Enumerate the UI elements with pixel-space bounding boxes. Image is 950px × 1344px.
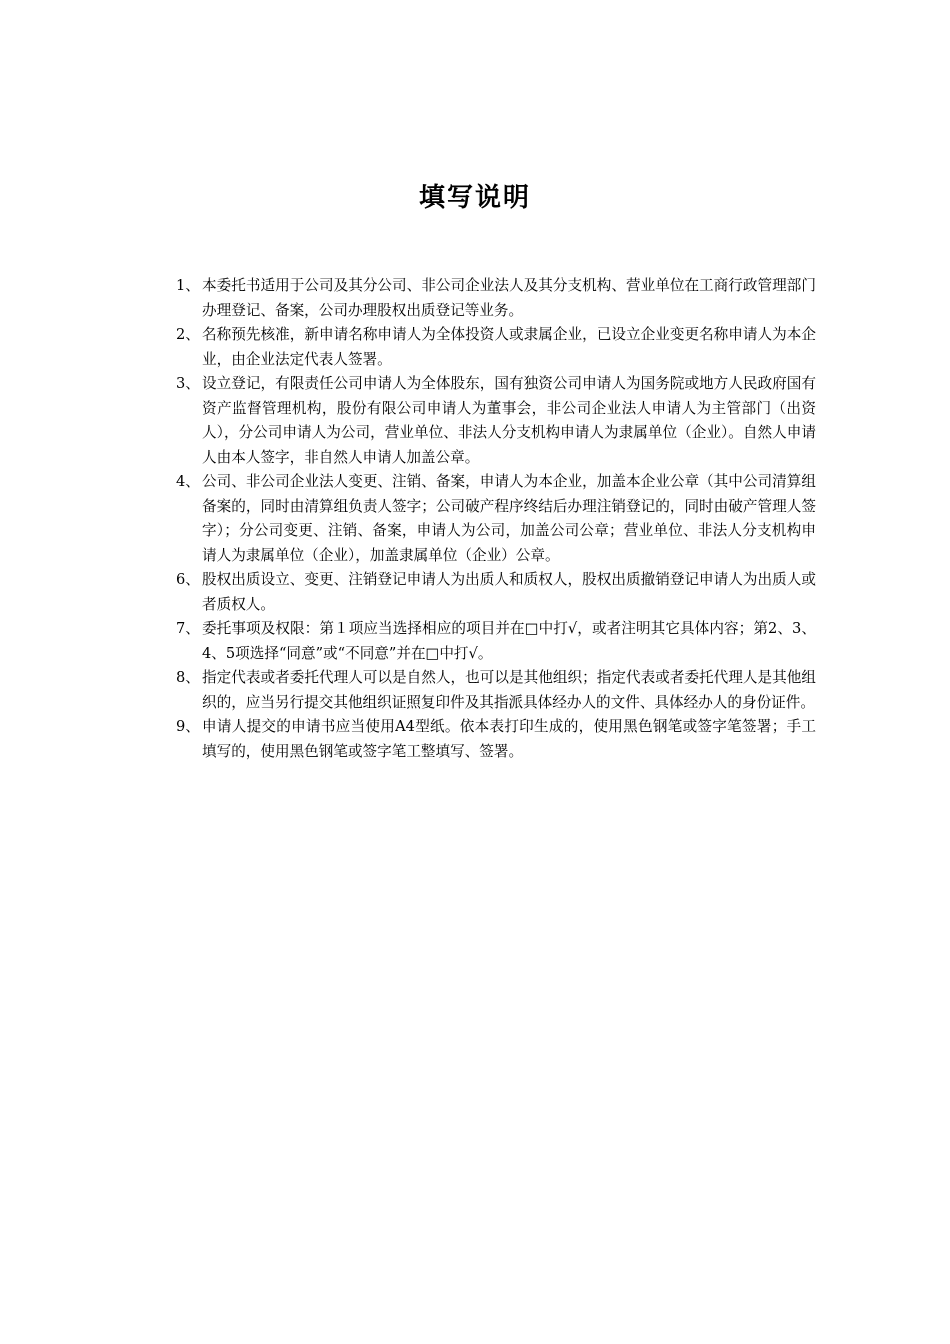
- instruction-text: 名称预先核准，新申请名称申请人为全体投资人或隶属企业，已设立企业变更名称申请人为本企业，由企业法定代表人签署。: [202, 326, 816, 368]
- instruction-text: 本委托书适用于公司及其分公司、非公司企业法人及其分支机构、营业单位在工商行政管理部门办理登记、备案，公司办理股权出质登记等业务。: [202, 277, 816, 319]
- instruction-number: 9、: [176, 718, 200, 735]
- instruction-item-2: [176, 323, 816, 372]
- instruction-item-1: [176, 274, 816, 323]
- instruction-item-4: [176, 470, 816, 568]
- instruction-number: 7、: [176, 620, 200, 637]
- instruction-text: 指定代表或者委托代理人可以是自然人，也可以是其他组织；指定代表或者委托代理人是其他组织的，应当另行提交其他组织证照复印件及其指派具体经办人的文件、具体经办人的身份证件。: [202, 669, 816, 711]
- instruction-number: 4、: [176, 473, 200, 490]
- instruction-item-8: [176, 666, 816, 715]
- instruction-text: 申请人提交的申请书应当使用A4型纸。依本表打印生成的，使用黑色钢笔或签字笔签署；手工填写的，使用黑色钢笔或签字笔工整填写、签署。: [202, 718, 816, 760]
- instruction-number: 3、: [176, 375, 200, 392]
- instruction-item-3: [176, 372, 816, 470]
- instruction-number: 2、: [176, 326, 200, 343]
- instruction-text: 公司、非公司企业法人变更、注销、备案，申请人为本企业，加盖本企业公章（其中公司清算组备案的，同时由清算组负责人签字；公司破产程序终结后办理注销登记的，同时由破产管理人签字）；分公司变更、注销、备案，申请人为公司，加盖公司公章；营业单位、非法人分支机构申请人为隶属单位（企业），加盖隶属单位（企业）公章。: [202, 473, 816, 564]
- instructions-list: [176, 274, 816, 764]
- instruction-item-6: [176, 568, 816, 617]
- instruction-text: 股权出质设立、变更、注销登记申请人为出质人和质权人，股权出质撤销登记申请人为出质人或者质权人。: [202, 571, 816, 613]
- instruction-number: 8、: [176, 669, 200, 686]
- instruction-text: 设立登记，有限责任公司申请人为全体股东，国有独资公司申请人为国务院或地方人民政府国有资产监督管理机构，股份有限公司申请人为董事会，非公司企业法人申请人为主管部门（出资人），分公司申请人为公司，营业单位、非法人分支机构申请人为隶属单位（企业）。自然人申请人由本人签字，非自然人申请人加盖公章。: [202, 375, 816, 466]
- instruction-item-7: [176, 617, 816, 666]
- instruction-number: 6、: [176, 571, 200, 588]
- page-title: 填写说明: [418, 183, 531, 213]
- instruction-text: 委托事项及权限：第１项应当选择相应的项目并在□中打√，或者注明其它具体内容；第2、3、4、5项选择“同意”或“不同意”并在□中打√。: [202, 620, 816, 662]
- instruction-item-9: [176, 715, 816, 764]
- instruction-number: 1、: [176, 277, 200, 294]
